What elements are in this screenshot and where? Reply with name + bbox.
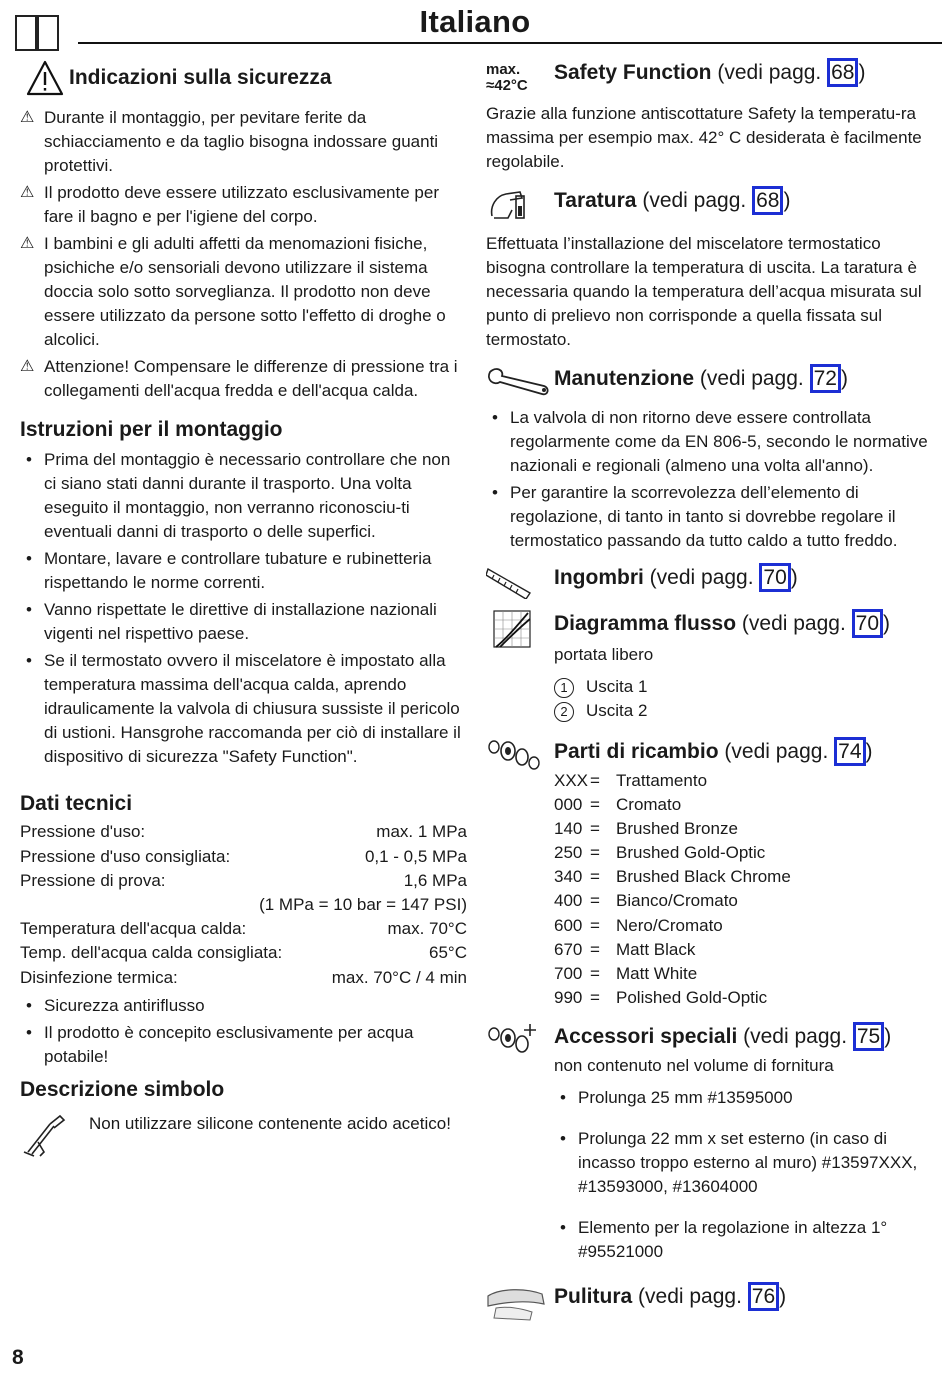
ricambio-title: Parti di ricambio (vedi pagg. 74 ) [554,737,873,767]
list-item: • Prima del montaggio è necessario controllare che non ci siano stati danni durante il trasporto. Una volta eseguito il montaggio, non verranno riconosciu-ti eventuali danni di trasporto o delle superfici. [26,450,451,542]
safety-item: ⚠ Durante il montaggio, per pevitare ferite da schiacciamento e da taglio bisogna indossare guanti protettivi. [20,106,467,178]
left-column [20,60,467,1158]
warning-small-icon: ⚠ [20,235,35,252]
spec-row: Disinfezione termica: max. 70°C / 4 min [20,967,467,987]
warning-icon [26,60,64,96]
finish-code-row: 670 = Matt Black [554,939,696,959]
safety-item: ⚠ Attenzione! Compensare le differenze di pressione tra i collegamenti dell'acqua fredda e dell'acqua calda. [20,355,467,403]
finish-code-row: 140 = Brushed Bronze [554,819,738,839]
finish-code-row: 250 = Brushed Gold-Optic [554,843,766,863]
safety-item: ⚠ Il prodotto deve essere utilizzato esclusivamente per fare il bagno e per l'igiene del corpo. [20,181,467,229]
spare-parts-icon [486,737,554,773]
page-link[interactable]: 70 [759,563,790,592]
spec-row: (1 MPa = 10 bar = 147 PSI) [259,894,467,914]
safety-function-text: Grazie alla funzione antiscottature Safety la temperatu-ra massima per esempio max. 42° C desiderata è facilmente regolabile. [486,104,922,171]
spec-row: Temp. dell'acqua calda consigliata: 65°C [20,943,467,963]
install-list [20,448,467,769]
taratura-title: Taratura (vedi pagg. 68 ) [554,186,790,216]
tech-bullets [20,994,467,1069]
diagramma-subtitle: portata libero [554,645,654,664]
ricambio-heading-row [486,737,932,773]
accessori-list [554,1086,932,1264]
manutenzione-list [486,406,932,553]
warning-small-icon: ⚠ [20,358,35,375]
list-item: • Vanno rispettate le direttive di installazione nazionali vigenti nel rispettivo paese. [26,600,437,644]
list-item: • Per garantire la scorrevolezza dell’elemento di regolazione, di tanto in tanto si dovrebbe regolare il termostatico passando da tutto caldo a tutto freddo. [492,483,898,550]
page-number: 8 [12,1346,24,1369]
manutenzione-title: Manutenzione (vedi pagg. 72 ) [554,364,848,394]
ingombri-heading-row [486,563,932,599]
flow-diagram-icon [486,609,554,649]
cleaning-hand-icon [486,1282,554,1322]
spec-row: Pressione di prova: 1,6 MPa [20,870,467,890]
header-rule [78,42,942,44]
install-heading: Istruzioni per il montaggio [20,418,283,441]
accessories-plus-icon [486,1022,554,1058]
safety-list [20,106,467,403]
safety-heading-row [26,60,467,96]
outlet-item: 2 Uscita 2 [554,699,932,723]
taratura-heading-row [486,186,932,222]
page-link[interactable]: 68 [827,58,858,87]
hand-thermometer-icon [486,186,554,222]
pulitura-title: Pulitura (vedi pagg. 76 ) [554,1282,786,1312]
list-item: • Sicurezza antiriflusso [26,995,205,1015]
accessori-heading-row [486,1022,932,1058]
manutenzione-heading-row [486,364,932,398]
outlet-item: 1 Uscita 1 [554,675,932,699]
ruler-icon [486,563,554,599]
safety-item: ⚠ I bambini e gli adulti affetti da menomazioni fisiche, psichiche e/o sensoriali devono utilizzare il sistema doccia solo sotto sorveglianza. Il prodotto non deve essere utilizzato da persone sotto l'effetto di droghe o alcolici. [20,232,467,352]
ingombri-title: Ingombri (vedi pagg. 70 ) [554,563,798,593]
accessori-title: Accessori speciali (vedi pagg. 75 ) [554,1022,891,1052]
symbol-row [20,1112,467,1158]
warning-small-icon: ⚠ [20,184,35,201]
finish-code-list [554,769,932,1010]
page-title: Italiano [419,4,531,39]
list-item: • La valvola di non ritorno deve essere controllata regolarmente come da EN 806-5, secondo le normative nazionali e regionali (almeno una volta all'anno). [492,408,928,475]
taratura-text: Effettuata l’installazione del miscelatore termostatico bisogna controllare la temperatura di uscita. La taratura è necessaria quando la temperatura dell’acqua misurata sul punto di prelievo non corrisponde a quella fissata sul termostato. [486,234,922,349]
safety-function-title: Safety Function (vedi pagg. 68 ) [554,58,865,88]
finish-code-row: XXX = Trattamento [554,771,708,790]
page-link[interactable]: 76 [748,1282,779,1311]
wrench-icon [486,364,554,398]
warning-small-icon: ⚠ [20,109,35,126]
page-link[interactable]: 75 [853,1022,884,1051]
tech-heading: Dati tecnici [20,792,133,816]
list-item: • Il prodotto è concepito esclusivamente per acqua potabile! [26,1022,414,1066]
finish-code-row: 990 = Polished Gold-Optic [554,987,768,1007]
diagramma-title: Diagramma flusso (vedi pagg. 70 ) [554,609,890,639]
page-link[interactable]: 68 [752,186,783,215]
finish-code-row: 700 = Matt White [554,963,698,983]
safety-function-heading-row [486,58,932,94]
silicone-gun-icon [20,1112,88,1158]
max-temperature-icon: max. ≈42°C [486,61,528,94]
finish-code-row: 340 = Brushed Black Chrome [554,867,791,887]
page-link[interactable]: 72 [810,364,841,393]
right-column [486,58,932,1322]
list-item: • Prolunga 25 mm #13595000 [560,1087,793,1107]
finish-code-row: 000 = Cromato [554,795,682,815]
tech-table [20,820,467,989]
outlet-list [554,675,932,723]
list-item: • Elemento per la regolazione in altezza 1° #95521000 [560,1217,888,1261]
symbol-heading: Descrizione simbolo [20,1077,225,1101]
spec-row: Pressione d'uso consigliata: 0,1 - 0,5 MPa [20,846,467,866]
safety-heading: Indicazioni sulla sicurezza [69,66,332,90]
finish-code-row: 600 = Nero/Cromato [554,915,723,935]
accessori-subtitle: non contenuto nel volume di fornitura [554,1055,834,1075]
spec-row: Temperatura dell'acqua calda: max. 70°C [20,919,467,939]
list-item: • Prolunga 22 mm x set esterno (in caso di incasso troppo esterno al muro) #13597XXX, #13593000, #13604000 [560,1128,918,1196]
finish-code-row: 400 = Bianco/Cromato [554,891,738,911]
symbol-text: Non utilizzare silicone contenente acido acetico! [89,1113,451,1133]
page-link[interactable]: 70 [852,609,883,638]
list-item: • Se il termostato ovvero il miscelatore è impostato alla temperatura massima dell'acqua calda, aprendo idraulicamente la valvola di chiusura sussiste il pericolo di ustioni. Hansgrohe raccomanda per ciò di installare il dispositivo di sicurezza "Safety Function". [26,651,461,767]
spec-row: Pressione d'uso: max. 1 MPa [20,822,467,842]
pulitura-heading-row [486,1282,932,1322]
list-item: • Montare, lavare e controllare tubature e rubinetteria rispettando le norme correnti. [26,549,432,593]
page-link[interactable]: 74 [834,737,865,766]
